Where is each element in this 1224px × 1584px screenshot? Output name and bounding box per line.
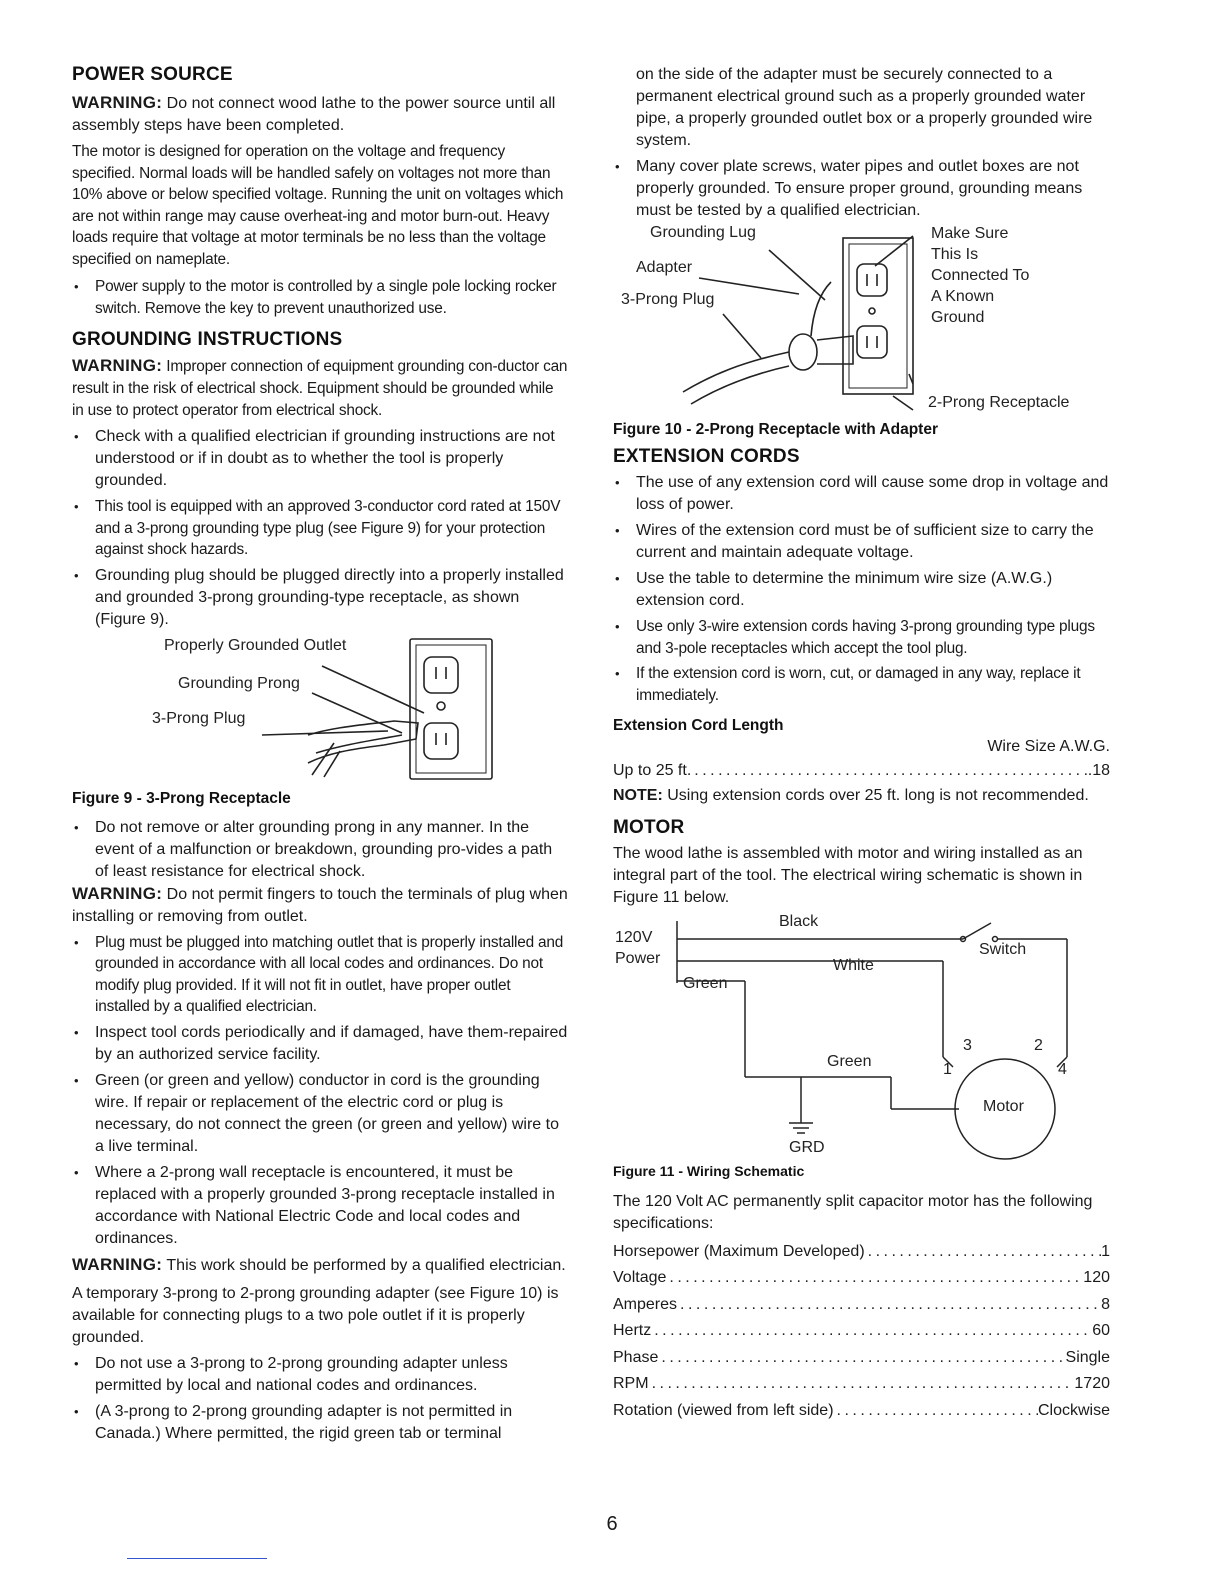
- spec-row: [613, 1318, 1110, 1345]
- warning-three: [72, 1254, 568, 1277]
- list-item: • Check with a qualified electrician if grounding instructions are not understood or if in doubt as to whether the tool is properly grounded.: [72, 426, 568, 492]
- extension-table-title: Extension Cord Length: [613, 717, 784, 734]
- label-adapter: Adapter: [636, 259, 693, 276]
- figure-10-caption: Figure 10 - 2-Prong Receptacle with Adapter: [613, 421, 938, 438]
- spec-value: 1720: [1074, 1375, 1110, 1392]
- label-three-prong-plug: 3-Prong Plug: [152, 709, 246, 727]
- extension-note: [613, 785, 1110, 807]
- list-item: • Plug must be plugged into matching outlet that is properly installed and grounded in accordance with all local codes and ordinances. Do not modify plug provided. If it will not fit in outlet, have proper outlet installed by a qualified electrician.: [72, 932, 568, 1018]
- leader-dots: [658, 1345, 1065, 1372]
- label-switch: Switch: [979, 940, 1027, 958]
- spec-intro: The 120 Volt AC permanently split capacitor motor has the following specifications:: [613, 1192, 1093, 1232]
- leader-dots: [677, 1292, 1101, 1319]
- spec-value: Clockwise: [1037, 1401, 1110, 1419]
- footer-rule: [127, 1558, 267, 1559]
- figure-11-caption: Figure 11 - Wiring Schematic: [613, 1162, 805, 1179]
- label-terminal-3: 3: [963, 1036, 972, 1054]
- spec-label: Voltage: [613, 1269, 667, 1286]
- warning-label: WARNING:: [72, 93, 163, 112]
- note-label: NOTE:: [613, 786, 663, 804]
- left-column: [72, 64, 568, 1445]
- spec-row: [613, 1239, 1110, 1266]
- spec-row: [613, 1345, 1110, 1372]
- grounding-bullets: [72, 426, 568, 631]
- figure-9: [72, 635, 568, 785]
- label-black: Black: [779, 912, 819, 930]
- list-item: • Grounding plug should be plugged directly into a properly installed and grounded 3-prong grounding-type receptacle, as shown (Figure 9).: [72, 565, 568, 631]
- motor-paragraph: The wood lathe is assembled with motor and wiring installed as an integral part of the tool. The electrical wiring schematic is shown in Figure 11 below.: [613, 844, 1083, 906]
- two-prong-adapter-drawing: [613, 224, 1110, 420]
- spec-value: 8: [1101, 1295, 1110, 1313]
- row-label: Up to 25 ft.: [613, 762, 692, 779]
- list-item: • If the extension cord is worn, cut, or damaged in any way, replace it immediately.: [613, 663, 1110, 706]
- list-item: • Power supply to the motor is controlled by a single pole locking rocker switch. Remove the key to prevent unauthorized use.: [72, 276, 568, 319]
- label-ground: Ground: [931, 309, 985, 326]
- warning-text: Improper connection of equipment grounding con-ductor can result in the risk of electrical shock. Equipment should be grounded while in use to protect operator from electrical shock.: [72, 358, 568, 419]
- spec-value: 120: [1083, 1269, 1110, 1286]
- label-green-1: Green: [683, 974, 728, 992]
- label-a-known: A Known: [931, 288, 995, 305]
- label-two-prong-receptacle: 2-Prong Receptacle: [928, 394, 1070, 411]
- label-white: White: [833, 956, 874, 974]
- page-number: 6: [606, 1513, 618, 1535]
- label-grounding-lug: Grounding Lug: [650, 224, 756, 241]
- three-prong-receptacle-drawing: [72, 635, 568, 785]
- list-item: • Wires of the extension cord must be of sufficient size to carry the current and maintain adequate voltage.: [613, 520, 1110, 564]
- warning-label: WARNING:: [72, 1254, 163, 1274]
- spec-row: [613, 1292, 1110, 1319]
- leader-dots: [691, 758, 1087, 785]
- label-terminal-4: 4: [1058, 1060, 1067, 1078]
- spec-row: [613, 1371, 1110, 1398]
- spec-label: Horsepower (Maximum Developed): [613, 1242, 865, 1260]
- list-item: • Do not use a 3-prong to 2-prong grounding adapter unless permitted by local and national codes and ordinances.: [72, 1353, 568, 1397]
- plug-bullets: [72, 932, 568, 1250]
- label-terminal-2: 2: [1034, 1036, 1043, 1054]
- note-text: Using extension cords over 25 ft. long is not recommended.: [662, 786, 1089, 804]
- leader-dots: [651, 1318, 1092, 1345]
- motor-spec-list: [613, 1239, 1110, 1425]
- spec-label: Amperes: [613, 1295, 678, 1313]
- extension-table-row: [613, 758, 1110, 785]
- list-item: • Use only 3-wire extension cords having 3-prong grounding type plugs and 3-pole receptacles which accept the tool plug.: [613, 616, 1110, 659]
- warning-label: WARNING:: [72, 356, 163, 375]
- label-grd: GRD: [789, 1138, 825, 1156]
- list-item: • Where a 2-prong wall receptacle is encountered, it must be replaced with a properly grounded 3-prong receptacle installed in accordance with National Electric Code and local codes and ordinances.: [72, 1162, 568, 1250]
- figure-9-caption: Figure 9 - 3-Prong Receptacle: [72, 789, 291, 807]
- extension-table-header: Wire Size A.W.G.: [987, 738, 1110, 755]
- spec-label: Phase: [613, 1348, 659, 1366]
- continued-text: on the side of the adapter must be securely connected to a permanent electrical ground such as a properly grounded water pipe, a properly grounded outlet box or a properly grounded wire system.: [636, 66, 1093, 149]
- right-column: [613, 64, 1110, 1424]
- adapter-bullets: [72, 1353, 568, 1445]
- spec-value: 60: [1092, 1322, 1110, 1339]
- warning-text: Do not connect wood lathe to the power source until all assembly steps have been completed.: [72, 95, 556, 134]
- figure-10: [613, 224, 1110, 420]
- leader-dots: [865, 1239, 1101, 1266]
- power-source-warning: [72, 92, 568, 137]
- power-source-paragraph: The motor is designed for operation on the voltage and frequency specified. Normal loads will be handled safely on voltages not more than 10% above or below specified voltage. Running the unit on voltages which are not within range may cause overheat-ing and motor burn-out. Heavy loads require that voltage at motor terminals be no less than the voltage specified on nameplate.: [72, 143, 564, 268]
- spec-label: Hertz: [613, 1322, 652, 1339]
- label-this-is: This Is: [931, 246, 979, 263]
- warning-text: Do not permit fingers to touch the terminals of plug when installing or removing from outlet.: [72, 885, 568, 925]
- list-item: • (A 3-prong to 2-prong grounding adapter is not permitted in Canada.) Where permitted, the rigid green tab or terminal: [72, 1401, 568, 1445]
- spec-row: [613, 1398, 1110, 1425]
- label-make-sure: Make Sure: [931, 225, 1009, 242]
- ground-bullets: [613, 156, 1110, 222]
- leader-dots: [834, 1398, 1038, 1425]
- label-properly-grounded-outlet: Properly Grounded Outlet: [164, 636, 347, 654]
- grounding-warning: [72, 355, 568, 422]
- list-item: • Do not remove or alter grounding prong in any manner. In the event of a malfunction or breakdown, grounding pro-vides a path of least resistance for electrical shock.: [72, 817, 568, 883]
- spec-row: [613, 1265, 1110, 1292]
- spec-label: Rotation (viewed from left side): [613, 1401, 834, 1419]
- list-item: • The use of any extension cord will cause some drop in voltage and loss of power.: [613, 472, 1110, 516]
- label-terminal-1: 1: [943, 1060, 952, 1078]
- list-item: • Many cover plate screws, water pipes and outlet boxes are not properly grounded. To ensure proper ground, grounding means must be tested by a qualified electrician.: [613, 156, 1110, 222]
- list-item: • Inspect tool cords periodically and if damaged, have them-repaired by an authorized service facility.: [72, 1022, 568, 1066]
- label-motor: Motor: [983, 1097, 1024, 1115]
- label-connected-to: Connected To: [931, 267, 1030, 284]
- figure-11-wiring-schematic: [613, 913, 1110, 1161]
- label-power: Power: [615, 949, 661, 967]
- leader-dots: [666, 1265, 1083, 1292]
- warning-text: This work should be performed by a qualified electrician.: [162, 1256, 566, 1274]
- list-item: • Green (or green and yellow) conductor in cord is the grounding wire. If repair or replacement of the electric cord or plug is necessary, do not connect the green (or green and yellow) wire to a live terminal.: [72, 1070, 568, 1158]
- label-three-prong-plug: 3-Prong Plug: [621, 291, 715, 308]
- grounding-heading: GROUNDING INSTRUCTIONS: [72, 329, 343, 350]
- warning-two: [72, 883, 568, 928]
- spec-value: Single: [1065, 1348, 1110, 1366]
- adapter-paragraph: A temporary 3-prong to 2-prong grounding adapter (see Figure 10) is available for connecting plugs to a two pole outlet if it is properly grounded.: [72, 1284, 559, 1346]
- row-value: .18: [1087, 762, 1110, 779]
- list-item: • This tool is equipped with an approved 3-conductor cord rated at 150V and a 3-prong grounding type plug (see Figure 9) for your protection against shock hazards.: [72, 496, 568, 561]
- spec-value: 1: [1101, 1242, 1110, 1260]
- extension-cords-heading: EXTENSION CORDS: [613, 446, 800, 467]
- power-source-heading: POWER SOURCE: [72, 64, 233, 85]
- leader-dots: [649, 1371, 1075, 1398]
- power-source-bullets: [72, 276, 568, 319]
- motor-heading: MOTOR: [613, 816, 685, 838]
- spec-label: RPM: [613, 1375, 649, 1392]
- figure9-bullets: [72, 817, 568, 883]
- label-120v: 120V: [615, 928, 653, 946]
- label-grounding-prong: Grounding Prong: [178, 674, 300, 692]
- label-green-2: Green: [827, 1052, 872, 1070]
- extension-bullets: [613, 472, 1110, 706]
- list-item: • Use the table to determine the minimum wire size (A.W.G.) extension cord.: [613, 568, 1110, 612]
- warning-label: WARNING:: [72, 883, 163, 903]
